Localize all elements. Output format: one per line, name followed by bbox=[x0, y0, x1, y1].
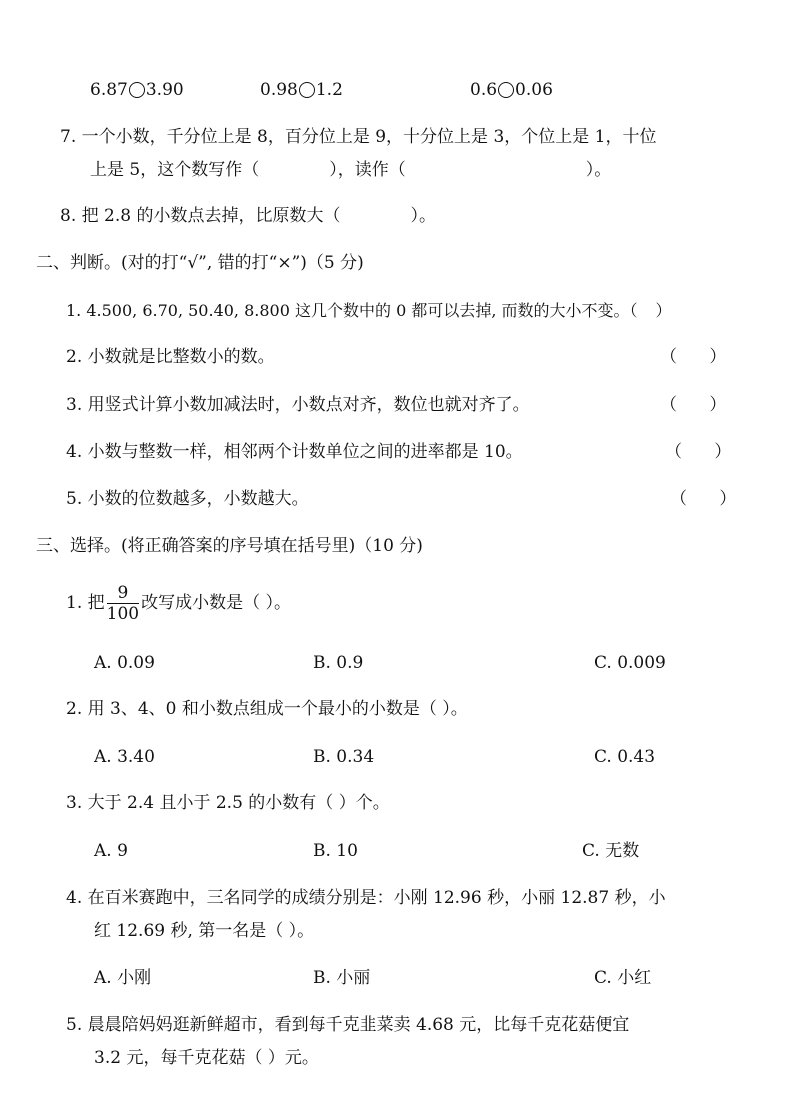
q8-line bbox=[60, 205, 436, 227]
compare-a-right: 3.90 bbox=[145, 80, 184, 100]
s3-q5-line2: 3.2 元，每千克花菇（ ）元。 bbox=[94, 1048, 319, 1068]
s3-q1-option-c[interactable]: C. 0.009 bbox=[594, 653, 666, 673]
s3-q4-line1: 4. 在百米赛跑中，三名同学的成绩分别是：小刚 12.96 秒，小丽 12.87 秒，小 bbox=[66, 888, 666, 908]
s3-q2-option-b[interactable]: B. 0.34 bbox=[313, 747, 375, 767]
q7-part-b: ），读作（ bbox=[329, 160, 406, 180]
q7-line1: 7. 一个小数，千分位上是 8，百分位上是 9，十分位上是 3，个位上是 1，十位 bbox=[60, 127, 657, 147]
s2-item-1 bbox=[66, 300, 672, 322]
s3-q4-option-b[interactable]: B. 小丽 bbox=[313, 968, 371, 988]
q8-part-b: ）。 bbox=[410, 206, 436, 226]
q7-part-c: ）。 bbox=[585, 160, 612, 180]
section3-title: 三、选择。(将正确答案的序号填在括号里)（10 分) bbox=[36, 536, 423, 556]
s3-q3-option-a[interactable]: A. 9 bbox=[94, 841, 128, 861]
s3-q4-option-a[interactable]: A. 小刚 bbox=[94, 968, 152, 988]
s2-item-5-paren[interactable]: （ ） bbox=[670, 489, 737, 509]
fraction-numerator: 9 bbox=[107, 583, 139, 604]
s3-q2-option-a[interactable]: A. 3.40 bbox=[94, 747, 155, 767]
s3-q1-option-b[interactable]: B. 0.9 bbox=[313, 653, 364, 673]
s3-q1-option-a[interactable]: A. 0.09 bbox=[94, 653, 155, 673]
compare-c-left: 0.6 bbox=[470, 80, 498, 100]
s3-q3: 3. 大于 2.4 且小于 2.5 的小数有（ ）个。 bbox=[66, 793, 390, 813]
s2-item-4-paren[interactable]: （ ） bbox=[665, 442, 732, 462]
compare-circle-a[interactable] bbox=[129, 82, 145, 98]
s3-q3-option-b[interactable]: B. 10 bbox=[313, 841, 358, 861]
s3-q1-suffix: 改写成小数是（ ）。 bbox=[141, 593, 291, 613]
s3-q4-option-c[interactable]: C. 小红 bbox=[594, 968, 652, 988]
q8-part-a: 8. 把 2.8 的小数点去掉，比原数大（ bbox=[60, 206, 341, 226]
s3-q5-line1: 5. 晨晨陪妈妈逛新鲜超市，看到每千克韭菜卖 4.68 元，比每千克花菇便宜 bbox=[66, 1015, 630, 1035]
s3-q3-option-c[interactable]: C. 无数 bbox=[582, 841, 640, 861]
q7-line2 bbox=[90, 159, 611, 181]
compare-circle-c[interactable] bbox=[498, 82, 514, 98]
compare-row bbox=[90, 79, 184, 101]
compare-c-right: 0.06 bbox=[515, 80, 553, 100]
s2-item-5: 5. 小数的位数越多，小数越大。 bbox=[66, 489, 309, 509]
compare-row-b bbox=[260, 79, 343, 101]
s2-item-3: 3. 用竖式计算小数加减法时，小数点对齐，数位也就对齐了。 bbox=[66, 395, 530, 415]
compare-b-right: 1.2 bbox=[315, 80, 343, 100]
compare-b-left: 0.98 bbox=[260, 80, 298, 100]
s2-item-2-paren[interactable]: （ ） bbox=[660, 347, 727, 367]
section2-title: 二、判断。(对的打“√”, 错的打“×”)（5 分) bbox=[36, 253, 364, 273]
q7-part-a: 上是 5，这个数写作（ bbox=[90, 160, 260, 180]
fraction-9-over-100 bbox=[107, 583, 139, 624]
compare-row-c bbox=[470, 79, 553, 101]
compare-a-left: 6.87 bbox=[90, 80, 128, 100]
s2-item-1-close: ） bbox=[655, 301, 672, 320]
s3-q1-prefix: 1. 把 bbox=[66, 593, 105, 613]
compare-circle-b[interactable] bbox=[299, 82, 315, 98]
s2-item-4: 4. 小数与整数一样，相邻两个计数单位之间的进率都是 10。 bbox=[66, 442, 523, 462]
s2-item-3-paren[interactable]: （ ） bbox=[660, 395, 727, 415]
s3-q2: 2. 用 3、4、0 和小数点组成一个最小的小数是（ ）。 bbox=[66, 699, 468, 719]
s3-q1 bbox=[66, 582, 291, 624]
s2-item-2: 2. 小数就是比整数小的数。 bbox=[66, 347, 275, 367]
fraction-denominator: 100 bbox=[106, 604, 140, 624]
s2-item-1-text: 1. 4.500, 6.70, 50.40, 8.800 这几个数中的 0 都可以去掉, 而数的大小不变。（ bbox=[66, 301, 638, 320]
s3-q4-line2: 红 12.69 秒, 第一名是（ ）。 bbox=[94, 921, 315, 941]
s3-q2-option-c[interactable]: C. 0.43 bbox=[594, 747, 656, 767]
